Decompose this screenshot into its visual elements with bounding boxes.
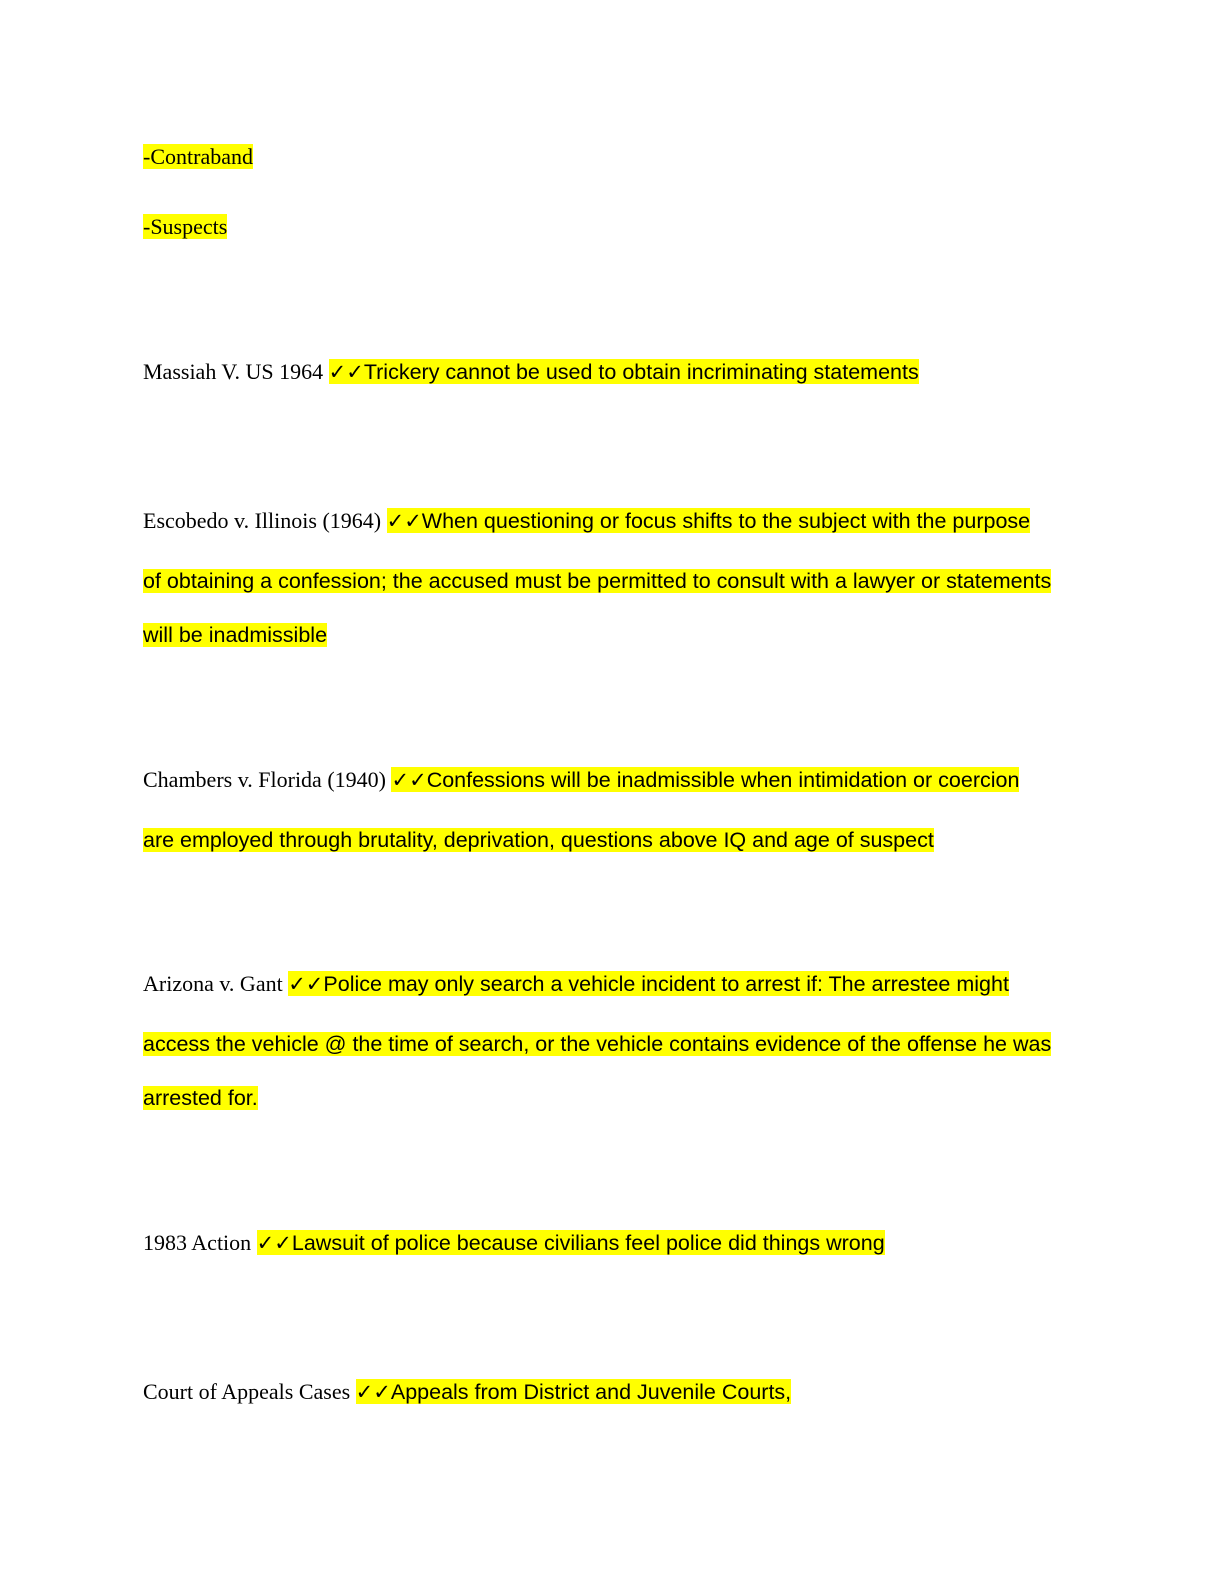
answer-court-of-appeals-line-1: Appeals from District and Juvenile Courts, (390, 1380, 792, 1404)
term-massiah: Massiah V. US 1964 (143, 359, 329, 384)
card-escobedo (143, 506, 1030, 536)
answer-1983-action (257, 1230, 885, 1255)
term-gant: Arizona v. Gant (143, 971, 289, 996)
double-check-icon: ✓✓ (288, 972, 324, 996)
answer-gant-cont (143, 1083, 258, 1113)
answer-1983-action-line-1: Lawsuit of police because civilians feel police did things wrong (291, 1231, 885, 1255)
answer-escobedo-cont (143, 566, 1051, 596)
term-escobedo: Escobedo v. Illinois (1964) (143, 508, 387, 533)
card-gant (143, 969, 1009, 999)
card-1983-action (143, 1228, 885, 1258)
double-check-icon: ✓✓ (391, 768, 427, 792)
double-check-icon: ✓✓ (256, 1231, 292, 1255)
list-item-contraband (143, 142, 253, 172)
answer-gant-line-2: access the vehicle @ the time of search, or the vehicle contains evidence of the offense he was (143, 1032, 1052, 1056)
answer-escobedo-line-3: will be inadmissible (143, 623, 328, 647)
contraband-text: -Contraband (143, 144, 253, 169)
suspects-text: -Suspects (143, 214, 228, 239)
answer-escobedo-cont (143, 620, 327, 650)
double-check-icon: ✓✓ (328, 360, 364, 384)
double-check-icon: ✓✓ (355, 1380, 391, 1404)
card-court-of-appeals (143, 1377, 791, 1407)
answer-escobedo-line-2: of obtaining a confession; the accused must be permitted to consult with a lawyer or statements (143, 569, 1052, 593)
answer-escobedo-line-1: When questioning or focus shifts to the subject with the purpose (421, 509, 1031, 533)
double-check-icon: ✓✓ (386, 509, 422, 533)
answer-chambers-cont (143, 825, 934, 855)
card-chambers (143, 765, 1019, 795)
answer-massiah (329, 359, 919, 384)
answer-gant-cont (143, 1029, 1051, 1059)
answer-gant-line-1: Police may only search a vehicle incident to arrest if: The arrestee might (323, 972, 1009, 996)
answer-chambers (391, 767, 1019, 792)
card-massiah (143, 357, 919, 387)
answer-gant-line-3: arrested for. (143, 1086, 258, 1110)
answer-massiah-line-1: Trickery cannot be used to obtain incriminating statements (363, 360, 919, 384)
term-court-of-appeals: Court of Appeals Cases (143, 1379, 356, 1404)
list-item-suspects (143, 212, 227, 242)
answer-chambers-line-1: Confessions will be inadmissible when intimidation or coercion (426, 768, 1020, 792)
term-chambers: Chambers v. Florida (1940) (143, 767, 392, 792)
answer-court-of-appeals (356, 1379, 792, 1404)
answer-chambers-line-2: are employed through brutality, deprivation, questions above IQ and age of suspect (143, 828, 934, 852)
answer-gant (288, 971, 1009, 996)
answer-escobedo (387, 508, 1031, 533)
term-1983-action: 1983 Action (143, 1230, 257, 1255)
